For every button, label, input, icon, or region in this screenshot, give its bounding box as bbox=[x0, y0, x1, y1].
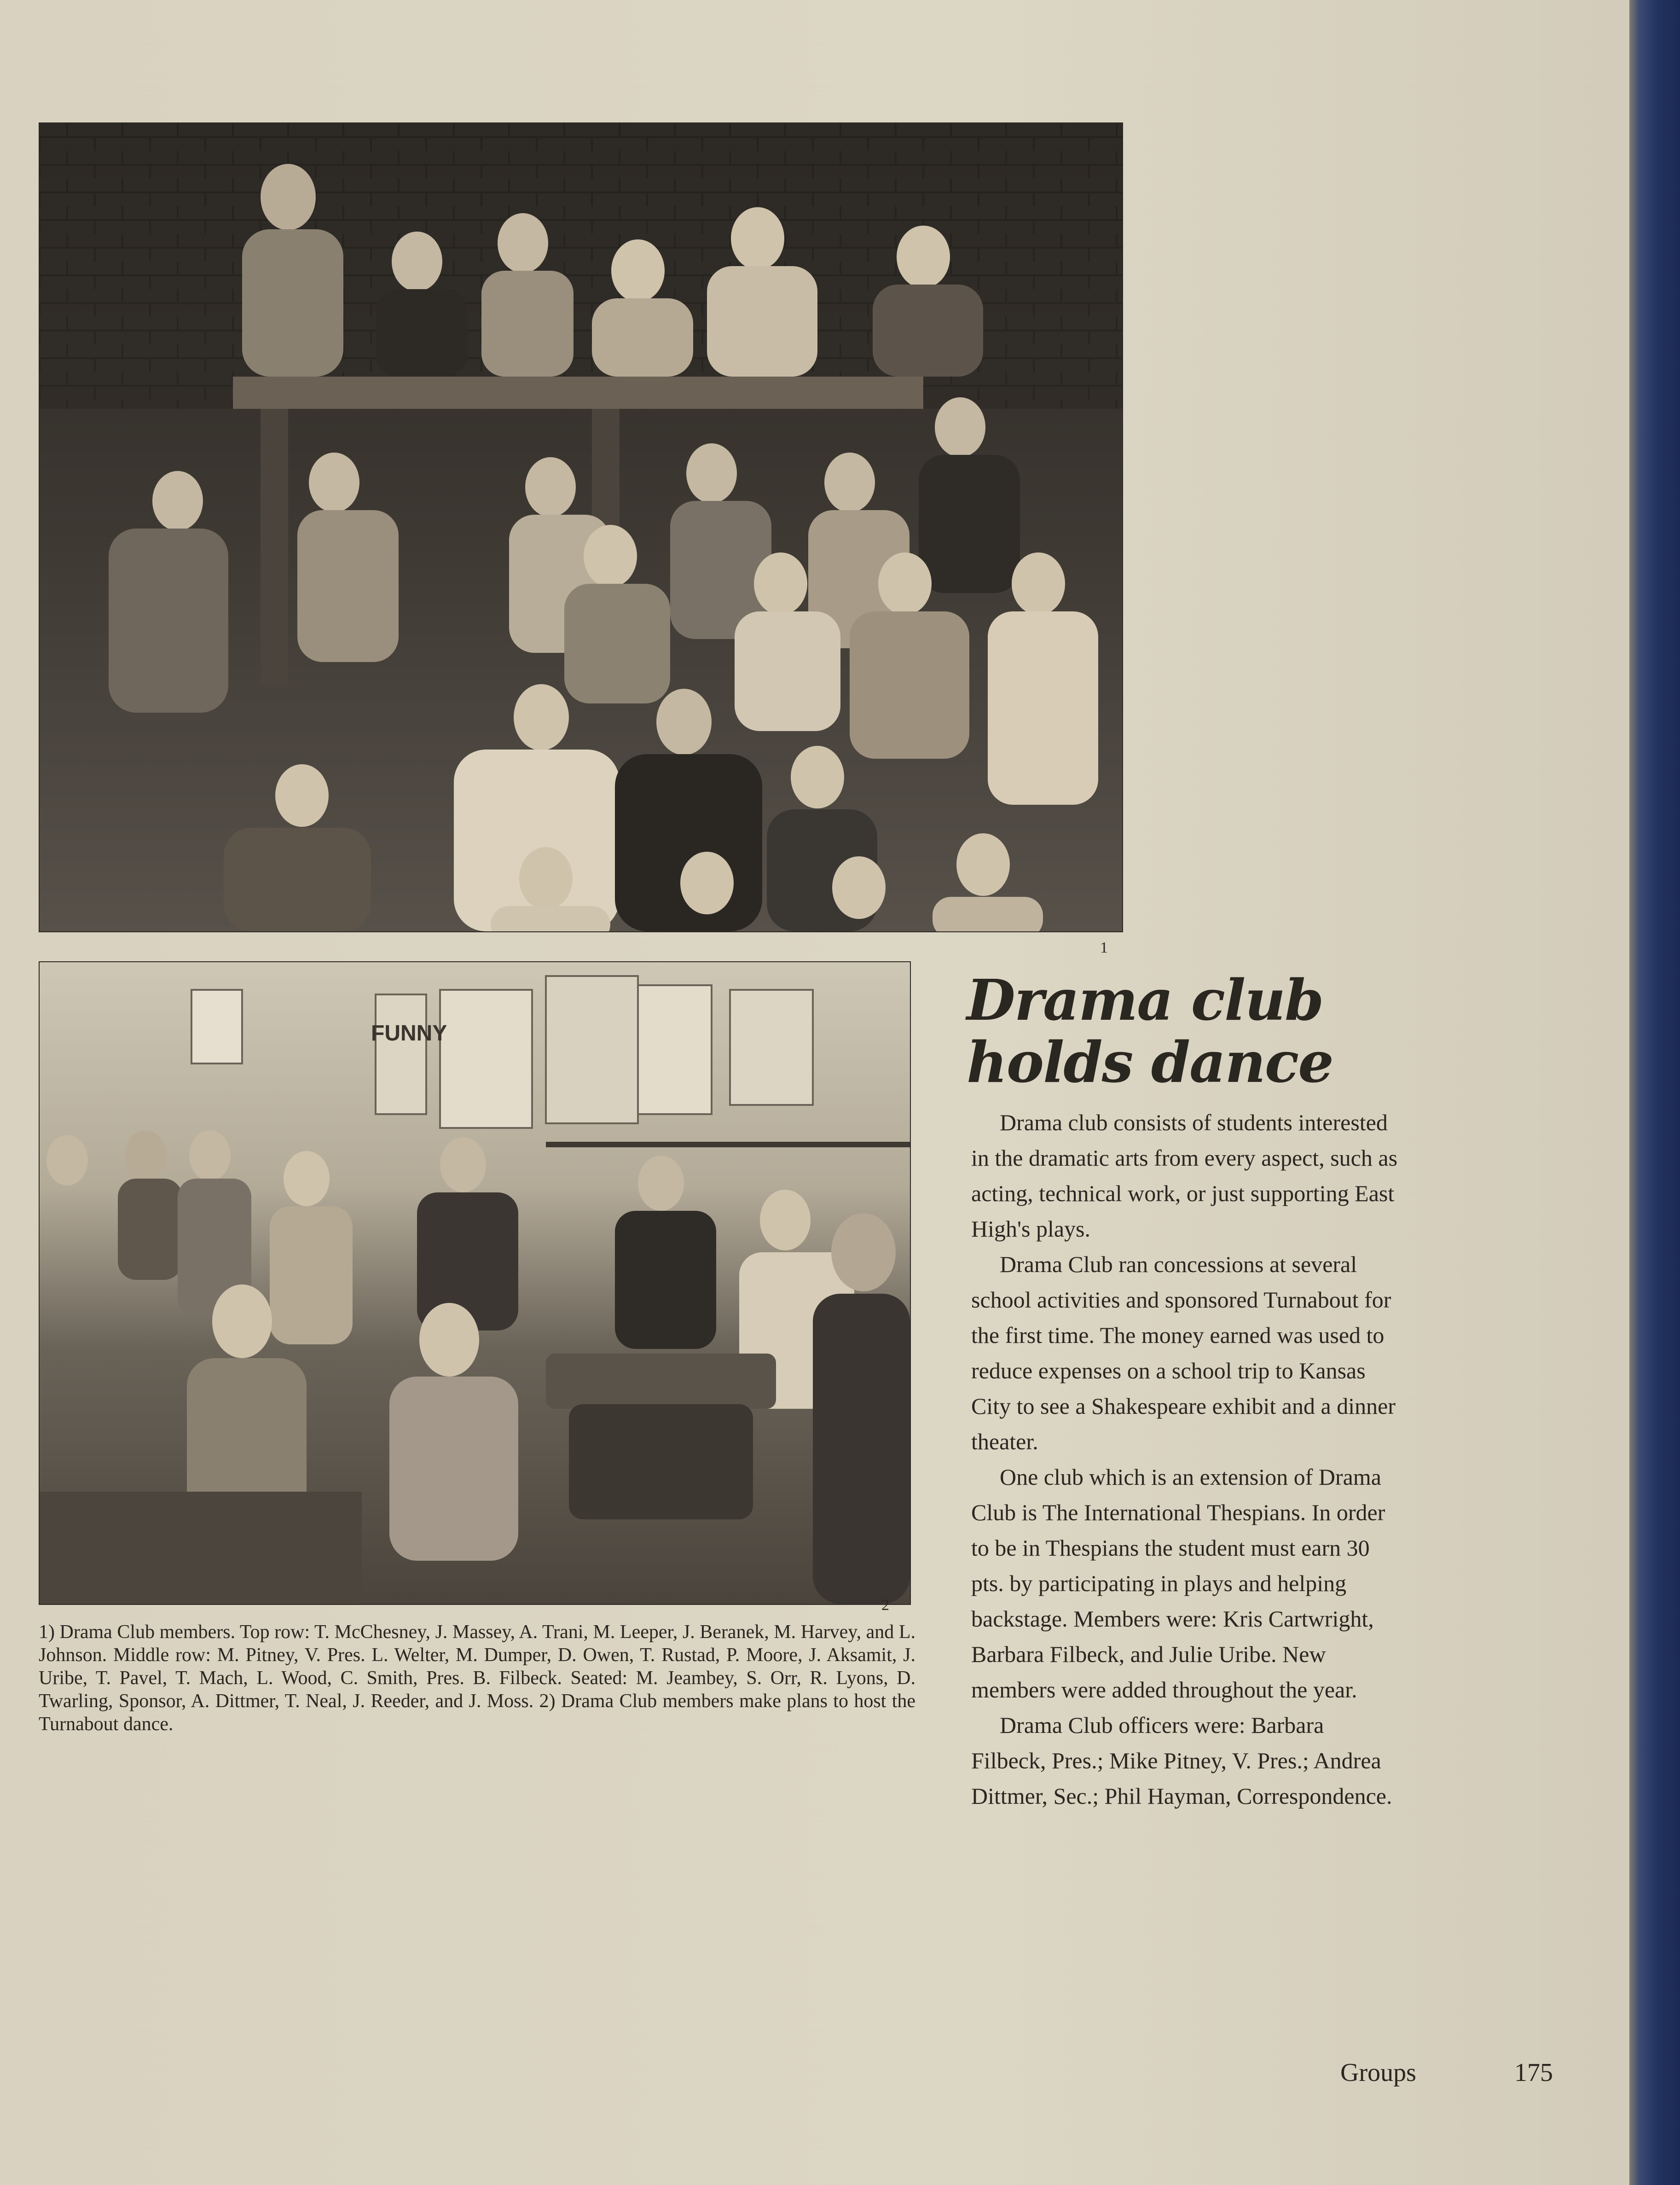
photo-number-1: 1 bbox=[1100, 939, 1108, 956]
headline-line-2: holds dance bbox=[967, 1029, 1333, 1095]
poster-funny-text: FUNNY bbox=[371, 1021, 447, 1046]
article-paragraph: One club which is an extension of Drama Club is The International Thespians. In order to be in Thespians the student must earn 30 pts. by participating in plays and helping backstage. Members were: Kris Cartwright, Barbara Filbeck, and Julie Uribe. New members were added throughout the year. bbox=[971, 1464, 1385, 1703]
article-paragraph: Drama Club officers were: Barbara Filbeck, Pres.; Mike Pitney, V. Pres.; Andrea Dittmer, Sec.; Phil Hayman, Correspondence. bbox=[971, 1712, 1392, 1809]
article-paragraph: Drama club consists of students interested in the dramatic arts from every aspect, such as acting, technical work, or just supporting East High's plays. bbox=[971, 1110, 1398, 1242]
article-body bbox=[971, 1105, 1404, 1814]
headline-line-1: Drama club bbox=[967, 967, 1323, 1033]
book-binding bbox=[1629, 0, 1680, 2185]
footer-section-label: Groups bbox=[1340, 2058, 1416, 2087]
group-photo-image bbox=[40, 123, 1122, 931]
photo-caption: 1) Drama Club members. Top row: T. McChesney, J. Massey, A. Trani, M. Leeper, J. Beranek, M. Harvey, and L. Johnson. Middle row: M. Pitney, V. Pres. L. Welter, M. Dumper, D. Owen, T. Rustad, P. Moore, J. Aksamit, J. Uribe, T. Pavel, T. Mach, L. Wood, C. Smith, Pres. B. Filbeck. Seated: M. Jeambey, S. Orr, R. Lyons, D. Twarling, Sponsor, A. Dittmer, T. Neal, J. Reeder, and J. Moss. 2) Drama Club members make plans to host the Turnabout dance. bbox=[39, 1621, 915, 1735]
group-photo bbox=[39, 122, 1123, 932]
article-paragraph: Drama Club ran concessions at several school activities and sponsored Turnabout for the first time. The money earned was used to reduce expenses on a school trip to Kansas City to see a Shakespeare exhibit and a dinner theater. bbox=[971, 1251, 1396, 1454]
photo-number-2: 2 bbox=[881, 1597, 889, 1614]
page-number: 175 bbox=[1514, 2058, 1553, 2087]
classroom-photo bbox=[39, 961, 911, 1605]
article-headline bbox=[967, 969, 1427, 1093]
classroom-photo-image bbox=[40, 962, 910, 1604]
